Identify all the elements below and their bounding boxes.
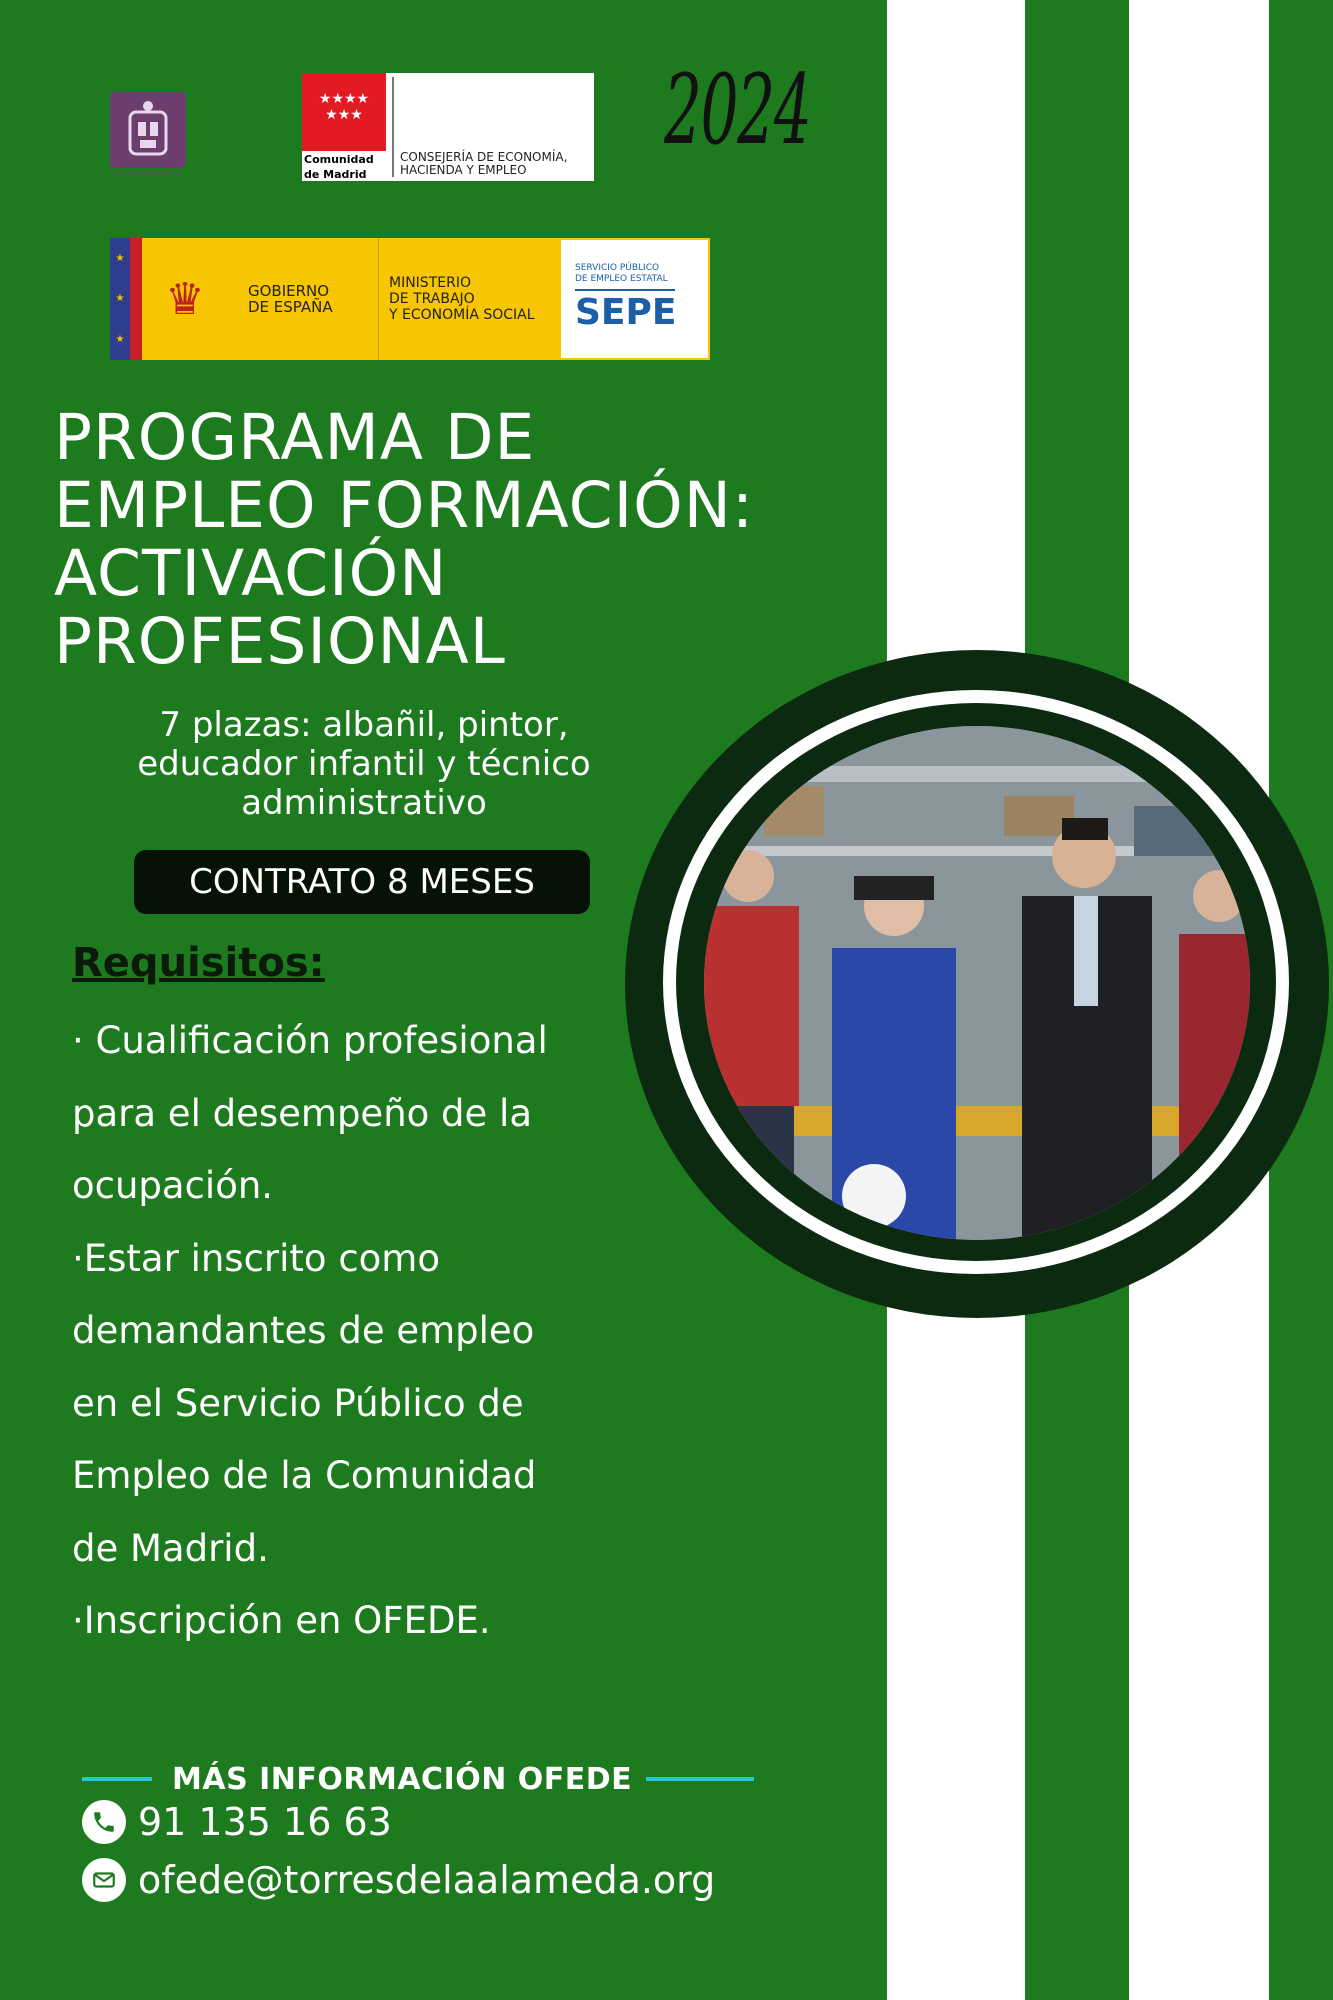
workers-photo	[704, 726, 1250, 1240]
ayuntamiento-caption: AYUNTAMIENTO	[114, 170, 182, 178]
mail-icon	[82, 1858, 126, 1902]
gob-line1: GOBIERNO	[248, 282, 330, 300]
list-item: para el desempeño de la	[72, 1091, 533, 1135]
subtitle-line1: 7 plazas: albañil, pintor,	[159, 705, 569, 745]
info-divider-left	[82, 1777, 152, 1781]
list-item: en el Servicio Público de	[72, 1381, 524, 1425]
year-label: 2024	[664, 54, 811, 166]
list-item: de Madrid.	[72, 1526, 269, 1570]
sepe-logo	[561, 240, 708, 358]
title-line4: PROFESIONAL	[54, 605, 506, 678]
info-title: MÁS INFORMACIÓN OFEDE	[172, 1762, 633, 1797]
list-item: demandantes de empleo	[72, 1309, 535, 1352]
phone-number[interactable]: 91 135 16 63	[138, 1800, 392, 1844]
list-item: ·Inscripción en OFEDE.	[72, 1599, 491, 1642]
phone-row	[82, 1800, 392, 1844]
list-item: ocupación.	[72, 1164, 274, 1207]
gobierno-sepe-logo	[110, 238, 710, 360]
title-line1: PROGRAMA DE	[54, 401, 536, 474]
page-title	[54, 401, 884, 678]
cm-dept-line2: HACIENDA Y EMPLEO	[400, 163, 527, 177]
sepe-small-1: SERVICIO PÚBLICO	[575, 263, 660, 273]
requirements-list	[72, 1005, 632, 1658]
info-divider-right	[646, 1777, 754, 1781]
subtitle-line3: administrativo	[241, 783, 487, 823]
subtitle-line2: educador infantil y técnico	[137, 744, 591, 784]
contract-badge: CONTRATO 8 MESES	[134, 850, 590, 914]
madrid-stars-icon: ★★★★ ★★★	[302, 73, 386, 151]
subtitle	[54, 706, 674, 823]
sepe-small-2: DE EMPLEO ESTATAL	[575, 274, 668, 284]
title-line3: ACTIVACIÓN	[54, 537, 448, 610]
phone-icon	[82, 1800, 126, 1844]
cm-name-line2: de Madrid	[304, 168, 367, 181]
cm-dept-line1: CONSEJERÍA DE ECONOMÍA,	[400, 150, 568, 164]
spain-coat-of-arms-icon: ♛	[165, 273, 205, 325]
coat-of-arms-icon	[110, 92, 186, 168]
flag-stripe	[130, 238, 142, 360]
ayuntamiento-logo	[110, 92, 186, 168]
workers-photo-illustration	[704, 726, 1250, 1240]
min-line3: Y ECONOMÍA SOCIAL	[389, 307, 535, 323]
comunidad-madrid-logo	[302, 73, 594, 181]
list-item: Empleo de la Comunidad	[72, 1454, 537, 1497]
email-row	[82, 1858, 715, 1902]
cm-name-line1: Comunidad	[304, 153, 374, 166]
sepe-big: SEPE	[575, 292, 677, 333]
min-line2: DE TRABAJO	[389, 291, 475, 307]
email-link[interactable]: ofede@torresdelaalameda.org	[138, 1858, 716, 1902]
requirements-title: Requisitos:	[72, 940, 325, 986]
title-line2: EMPLEO FORMACIÓN:	[54, 469, 755, 542]
gob-line2: DE ESPAÑA	[248, 298, 333, 316]
min-line1: MINISTERIO	[389, 275, 471, 291]
list-item: · Cualificación profesional	[72, 1019, 548, 1062]
eu-flag-icon: ★ ★ ★	[110, 238, 130, 360]
divider	[392, 77, 394, 177]
list-item: ·Estar inscrito como	[72, 1236, 440, 1280]
